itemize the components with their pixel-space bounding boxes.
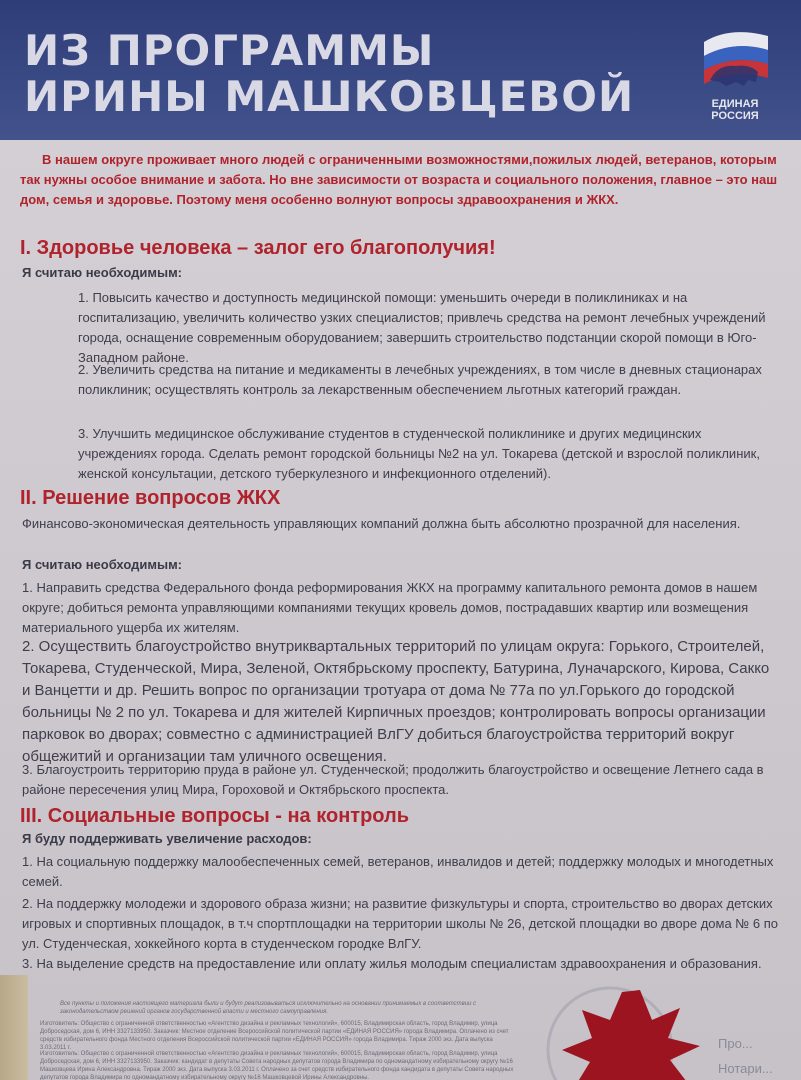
section-3-item-2: 2. На поддержку молодежи и здорового образа жизни; на развитие физкультуры и спорта, строительство во дворах детских игровых и спортивных площадок, в т.ч спортплощадки на территории школы № 26, детской площадки во дворе дома № 6 по ул. Студенческая, хоккейного корта в студенческом городке ВлГУ. xyxy=(22,896,778,951)
section-2-heading: II. Решение вопросов ЖКХ xyxy=(20,487,281,509)
section-2-intro: Финансово-экономическая деятельность управляющих компаний должна быть абсолютно прозрачной для населения. xyxy=(22,516,741,531)
paper-edge xyxy=(0,975,28,1080)
section-2-item-3: 3. Благоустроить территорию пруда в районе ул. Студенческой; продолжить благоустройство и освещение Летнего сада в районе пересечения улиц Мира, Гороховой и Октябрьского проспекта. xyxy=(22,762,764,797)
section-2-item-2: 2. Осуществить благоустройство внутриквартальных территорий по улицам округа: Горького, Строителей, Токарева, Студенческой, Мира, Зеленой, Октябрьскому проспекту, Батурина, Луначарского, Кирова, Сакко и Ванцетти и др. Решить вопрос по организации тротуара от дома № 77а по ул.Горького до городской больницы № 2 по ул. Токарева и для жителей Кирпичных проездов; контролировать вопросы организации парковок во дворах; совместно с администрацией ВлГУ добиться благоустройства территорий вокруг общежитий и организации там уличного освещения. xyxy=(22,638,770,765)
footer-note: Все пункты и положения настоящего материала были и будут реализовываться исключительно на основании принимаемых в соответствии с законодательством решений органов государственной власти и местного самоуправления. xyxy=(60,1001,477,1015)
page-title xyxy=(24,28,664,120)
section-1-heading: I. Здоровье человека – залог его благополучия! xyxy=(20,237,496,259)
title-line-1: ИЗ ПРОГРАММЫ xyxy=(24,26,435,75)
stamp-text-2: Нотари... xyxy=(718,1061,773,1076)
section-3-item-1: 1. На социальную поддержку малообеспеченных семей, ветеранов, инвалидов и детей; поддержку молодых и многодетных семей. xyxy=(22,854,774,889)
footer-imprint-2: Изготовитель: Общество с ограниченной ответственностью «Агентство дизайна и рекламных технологий», 600015, Владимирская область, город Владимир, улица Доброседская, дом 6, ИНН 3327133950. Заказчик: кандидат в депутаты Совета народных депутатов города Владимира по одномандатному избирательному округу №16 Машковцева Ирина Александровна. Тираж 2000 экз. Дата выпуска 3.03.2011 г. Оплачено за счет средств избирательного фонда кандидата в депутаты Совета народных депутатов города Владимира по одномандатному избирательному округу №16 Машковцевой Ирины Александровны. xyxy=(40,1051,514,1080)
logo-text-2: РОССИЯ xyxy=(711,110,759,122)
section-3-lead: Я буду поддерживать увеличение расходов: xyxy=(22,831,312,846)
section-2-lead: Я считаю необходимым: xyxy=(22,557,183,572)
section-1-item-1: 1. Повысить качество и доступность медицинской помощи: уменьшить очереди в поликлиниках и на госпитализацию, увеличить количество узких специалистов; привлечь средства на ремонт лечебных учреждений города, оснащение современным оборудованием; завершить строительство подстанции скорой помощи в Юго-Западном районе. xyxy=(78,290,766,365)
section-3-item-3: 3. На выделение средств на предоставление или оплату жилья молодым специалистам здравоохранения и образования. xyxy=(22,956,762,971)
logo-text-1: ЕДИНАЯ xyxy=(711,98,759,110)
title-line-2: ИРИНЫ МАШКОВЦЕВОЙ xyxy=(24,72,635,121)
section-1-item-3: 3. Улучшить медицинское обслуживание студентов в студенческой поликлинике и других медицинских учреждениях города. Сделать ремонт городской больницы №2 на ул. Токарева (детской и взрослой поликлиник, женской консультации, детского туберкулезного и инфекционного отделений). xyxy=(78,426,760,481)
section-1-item-2: 2. Увеличить средства на питание и медикаменты в лечебных учреждениях, в том числе в дневных стационарах поликлиник; осуществлять контроль за лекарственным обеспечением льготных категорий граждан. xyxy=(78,362,762,397)
header-banner xyxy=(0,0,801,140)
section-1-lead: Я считаю необходимым: xyxy=(22,265,183,280)
party-logo xyxy=(690,20,780,125)
flag-bear-icon xyxy=(690,20,780,90)
stamp-text-1: Про... xyxy=(718,1036,753,1051)
red-seal-icon xyxy=(530,950,710,1080)
section-2-item-1: 1. Направить средства Федерального фонда реформирования ЖКХ на программу капитального ремонта домов в нашем округе; добиться ремонта управляющими компаниями текущих кровель домов, пострадавших квартир или возмещения материального ущерба их жителям. xyxy=(22,580,758,635)
footer-imprint-1: Изготовитель: Общество с ограниченной ответственностью «Агентство дизайна и рекламных технологий», 600015, Владимирская область, город Владимир, улица Доброседская, дом 6, ИНН 3327133950. Заказчик: Местное отделение Всероссийской политической партии «ЕДИНАЯ РОССИЯ» города Владимира. Оплачено из счет средств избирательного фонда Местного отделения Всероссийской политической партии «ЕДИНАЯ РОССИЯ» города Владимира. Тираж 2000 экз. Дата выпуска 3.03.2011 г. xyxy=(40,1021,509,1051)
intro-paragraph: В нашем округе проживает много людей с ограниченными возможностями,пожилых людей, ветеранов, которым так нужны особое внимание и забота. Но вне зависимости от возраста и социального положения, главное – это наш дом, семья и здоровье. Поэтому меня особенно волнуют вопросы здравоохранения и ЖКХ. xyxy=(20,152,778,207)
section-3-heading: III. Социальные вопросы - на контроль xyxy=(20,805,410,827)
